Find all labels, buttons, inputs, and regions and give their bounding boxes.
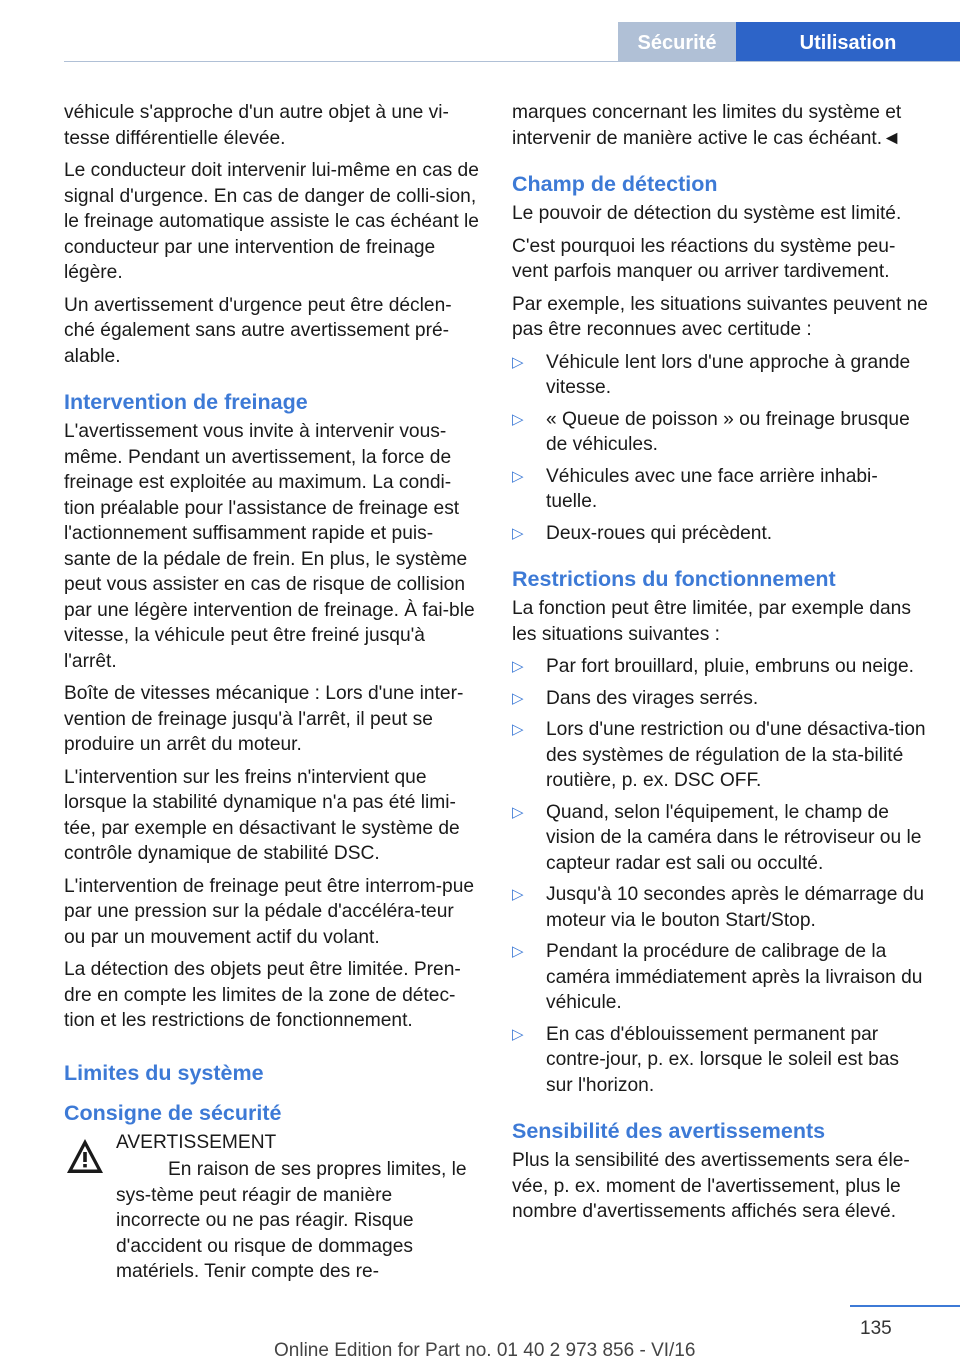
tab-usage[interactable]: Utilisation (736, 22, 960, 62)
paragraph: Le conducteur doit intervenir lui-même en cas de signal d'urgence. En cas de danger de colli-sion, le freinage automatique assiste le cas échéant le conducteur par une intervention de freinage légère. (64, 160, 479, 283)
list-item (512, 800, 928, 877)
list-item-text: « Queue de poisson » ou freinage brusque de véhicules. (546, 408, 910, 455)
section-heading-sensitivity: Sensibilité des avertissements (512, 1119, 826, 1143)
warning-block (64, 1130, 480, 1285)
bullet-triangle-icon: ▷ (512, 1025, 524, 1043)
paragraph: Par exemple, les situations suivantes peuvent ne pas être reconnues avec certitude : (512, 293, 928, 340)
list-item (512, 407, 928, 458)
restrictions-list (512, 654, 928, 1098)
list-item (512, 882, 928, 933)
list-item-text: Véhicules avec une face arrière inhabi-tuelle. (546, 465, 878, 512)
paragraph: Le pouvoir de détection du système est limité. (512, 203, 902, 224)
right-column (512, 100, 928, 1232)
list-item-text: Véhicule lent lors d'une approche à grande vitesse. (546, 351, 911, 398)
tab-security[interactable]: Sécurité (618, 22, 736, 62)
paragraph: véhicule s'approche d'un autre objet à une vi-tesse différentielle élevée. (64, 102, 449, 149)
left-column (64, 100, 480, 1292)
list-item-text: Lors d'une restriction ou d'une désactiva-tion des systèmes de régulation de la sta-bilité routière, p. ex. DSC OFF. (546, 719, 926, 791)
warning-triangle-icon (66, 1138, 104, 1174)
paragraph: marques concernant les limites du système et intervenir de manière active le cas échéant.◄ (512, 102, 902, 149)
paragraph: La fonction peut être limitée, par exemple dans les situations suivantes : (512, 598, 911, 645)
bullet-triangle-icon: ▷ (512, 467, 524, 485)
list-item (512, 686, 928, 712)
edition-footer: Online Edition for Part no. 01 40 2 973 856 - VI/16 (274, 1340, 696, 1361)
warning-text: En raison de ses propres limites, le sys-tème peut réagir de manière incorrecte ou ne pas réagir. Risque d'accident ou risque de dommages matériels. Tenir compte des re- (116, 1159, 467, 1282)
list-item-text: Dans des virages serrés. (546, 687, 759, 709)
bullet-triangle-icon: ▷ (512, 689, 524, 707)
section-heading-detection: Champ de détection (512, 172, 718, 196)
header-divider (64, 61, 960, 62)
list-item (512, 717, 928, 794)
list-item-text: Pendant la procédure de calibrage de la caméra immédiatement après la livraison du véhicule. (546, 941, 923, 1013)
bullet-triangle-icon: ▷ (512, 721, 524, 738)
section-heading-intervention: Intervention de freinage (64, 390, 308, 414)
paragraph: Un avertissement d'urgence peut être déclen-ché également sans autre avertissement pré-alable. (64, 294, 452, 367)
paragraph: L'intervention sur les freins n'intervient que lorsque la stabilité dynamique n'a pas été limi-tée, par exemple en désactivant le système de contrôle dynamique de stabilité DSC. (64, 766, 460, 864)
warning-title: AVERTISSEMENT (116, 1131, 277, 1153)
bullet-triangle-icon: ▷ (512, 886, 524, 903)
list-item-text: Deux-roues qui précèdent. (546, 522, 773, 544)
list-item (512, 1022, 928, 1099)
section-heading-safety: Consigne de sécurité (64, 1100, 282, 1125)
bullet-triangle-icon: ▷ (512, 658, 524, 675)
bullet-triangle-icon: ▷ (512, 353, 524, 371)
list-item (512, 654, 928, 680)
paragraph: La détection des objets peut être limitée. Pren-dre en compte les limites de la zone de détec-tion et les restrictions de fonctionnement. (64, 959, 461, 1031)
footer-divider (850, 1305, 960, 1307)
paragraph: C'est pourquoi les réactions du système peu-vent parfois manquer ou arriver tardivement. (512, 235, 896, 282)
list-item (512, 939, 928, 1016)
bullet-triangle-icon: ▷ (512, 410, 524, 428)
paragraph: Boîte de vitesses mécanique : Lors d'une inter-vention de freinage jusqu'à l'arrêt, il peut se produire un arrêt du moteur. (64, 683, 464, 755)
paragraph: L'avertissement vous invite à intervenir vous-même. Pendant un avertissement, la force de freinage est exploitée au maximum. La condi-tion préalable pour l'assistance de freinage est l'actionnement suffisamment rapide et puis-sante de la pédale de frein. En plus, le système peut vous assister en cas de risque de collision par une légère intervention de freinage. À fai-ble vitesse, la véhicule peut être freiné jusqu'à l'arrêt. (64, 421, 475, 672)
bullet-triangle-icon: ▷ (512, 943, 524, 960)
detection-list (512, 350, 928, 547)
list-item (512, 350, 928, 401)
list-item (512, 464, 928, 515)
list-item-text: Par fort brouillard, pluie, embruns ou neige. (546, 656, 914, 677)
list-item-text: Quand, selon l'équipement, le champ de vision de la caméra dans le rétroviseur ou le capteur radar est sali ou occulté. (546, 801, 922, 874)
section-heading-restrictions: Restrictions du fonctionnement (512, 567, 836, 591)
bullet-triangle-icon: ▷ (512, 524, 524, 542)
list-item-text: Jusqu'à 10 secondes après le démarrage du moteur via le bouton Start/Stop. (546, 884, 925, 931)
bullet-triangle-icon: ▷ (512, 803, 524, 821)
list-item (512, 521, 928, 547)
list-item-text: En cas d'éblouissement permanent par contre-jour, p. ex. lorsque le soleil est bas sur l'horizon. (546, 1023, 900, 1096)
paragraph: Plus la sensibilité des avertissements sera éle-vée, p. ex. moment de l'avertissement, plus le nombre d'avertissements affichés sera élevé. (512, 1150, 910, 1222)
section-heading-limits: Limites du système (64, 1060, 264, 1085)
paragraph: L'intervention de freinage peut être interrom-pue par une pression sur la pédale d'accéléra-teur ou par un mouvement actif du volant. (64, 875, 475, 948)
page-number: 135 (860, 1318, 892, 1339)
